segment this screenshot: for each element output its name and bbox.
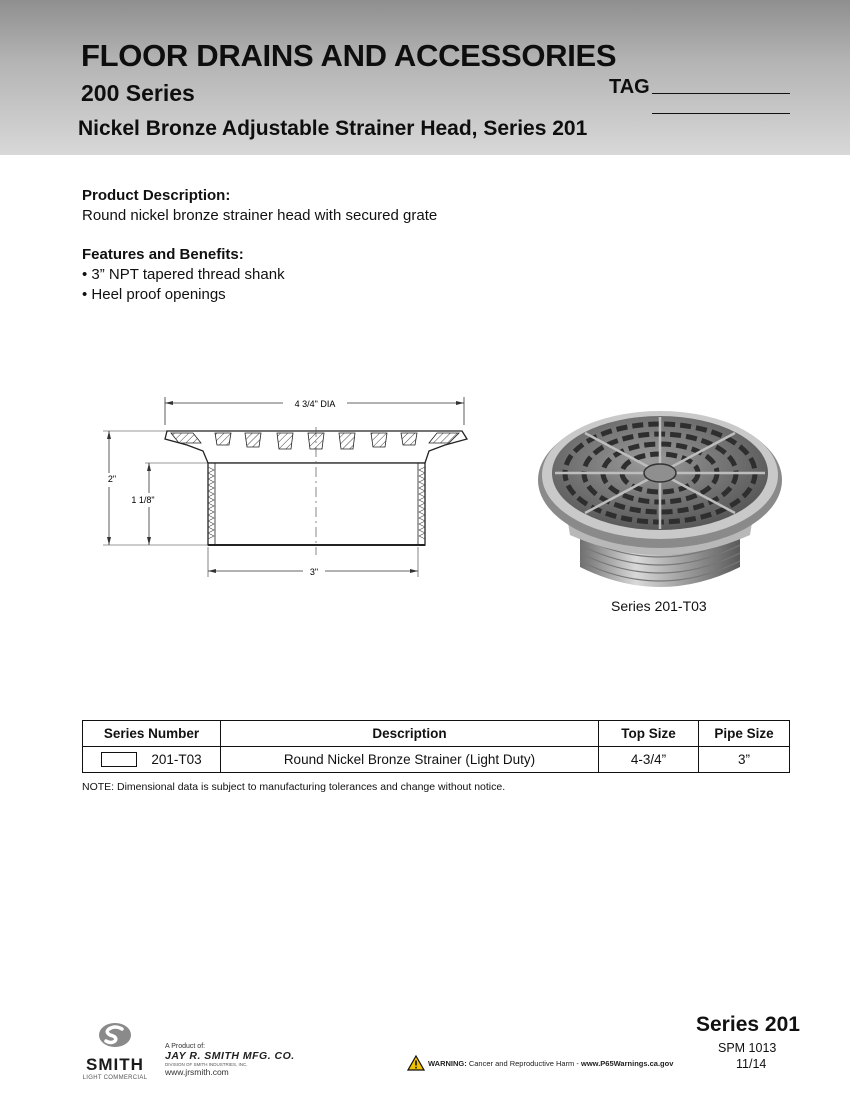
dimensional-note: NOTE: Dimensional data is subject to manufacturing tolerances and change without notice. [82, 781, 506, 793]
series-number-text: 201-T03 [151, 751, 202, 767]
pipe-size-cell: 3” [699, 747, 790, 773]
col-header-top-size: Top Size [599, 721, 699, 747]
page-subtitle: Nickel Bronze Adjustable Strainer Head, Series 201 [78, 117, 588, 140]
warning-label: WARNING: [428, 1058, 467, 1068]
manufacturer-info [165, 1043, 295, 1077]
feature-item: • Heel proof openings [82, 286, 226, 303]
product-photo [525, 395, 797, 600]
warning-icon [407, 1055, 425, 1071]
product-description-heading: Product Description: [82, 187, 231, 204]
dim-top-label: 4 3/4" DIA [294, 399, 336, 409]
product-of-label: A Product of: [165, 1043, 206, 1050]
spec-table [82, 720, 790, 773]
dim-pipe-label: 3" [309, 567, 319, 577]
series-number-cell [83, 747, 221, 773]
dim-height-label: 2" [107, 474, 117, 484]
tag-label: TAG [609, 76, 650, 98]
page-title: FLOOR DRAINS AND ACCESSORIES [81, 38, 617, 73]
table-header-row [83, 721, 790, 747]
company-name: JAY R. SMITH MFG. CO. [165, 1050, 295, 1062]
tag-line [652, 113, 790, 114]
series-heading: 200 Series [81, 80, 195, 106]
top-size-cell: 4-3/4” [599, 747, 699, 773]
product-description-text: Round nickel bronze strainer head with secured grate [82, 207, 438, 224]
dim-shank-label: 1 1/8" [131, 495, 155, 505]
footer-date: 11/14 [736, 1057, 767, 1071]
feature-item: • 3” NPT tapered thread shank [82, 266, 285, 283]
technical-drawing [95, 385, 485, 585]
features-heading: Features and Benefits: [82, 246, 244, 263]
photo-caption: Series 201-T03 [611, 598, 707, 614]
prop65-warning [407, 1055, 673, 1071]
logo-wordmark: SMITH [86, 1055, 144, 1074]
company-website-link[interactable]: www.jrsmith.com [165, 1067, 229, 1077]
footer-series: Series 201 [696, 1013, 800, 1036]
warning-text: Cancer and Reproductive Harm - [468, 1058, 579, 1068]
description-cell: Round Nickel Bronze Strainer (Light Duty) [221, 747, 599, 773]
company-division: DIVISION OF SMITH INDUSTRIES, INC. [165, 1062, 248, 1067]
smith-logo-icon [98, 1022, 132, 1048]
col-header-pipe-size: Pipe Size [699, 721, 790, 747]
warning-url-link[interactable]: www.P65Warnings.ca.gov [580, 1058, 674, 1068]
tag-line [652, 93, 790, 94]
col-header-description: Description [221, 721, 599, 747]
col-header-series-number: Series Number [83, 721, 221, 747]
logo-subtitle: LIGHT COMMERCIAL [82, 1075, 148, 1081]
page-header [0, 0, 850, 155]
footer-spm: SPM 1013 [718, 1041, 777, 1055]
selection-checkbox[interactable] [101, 752, 137, 767]
smith-logo [80, 1022, 150, 1081]
table-row [83, 747, 790, 773]
